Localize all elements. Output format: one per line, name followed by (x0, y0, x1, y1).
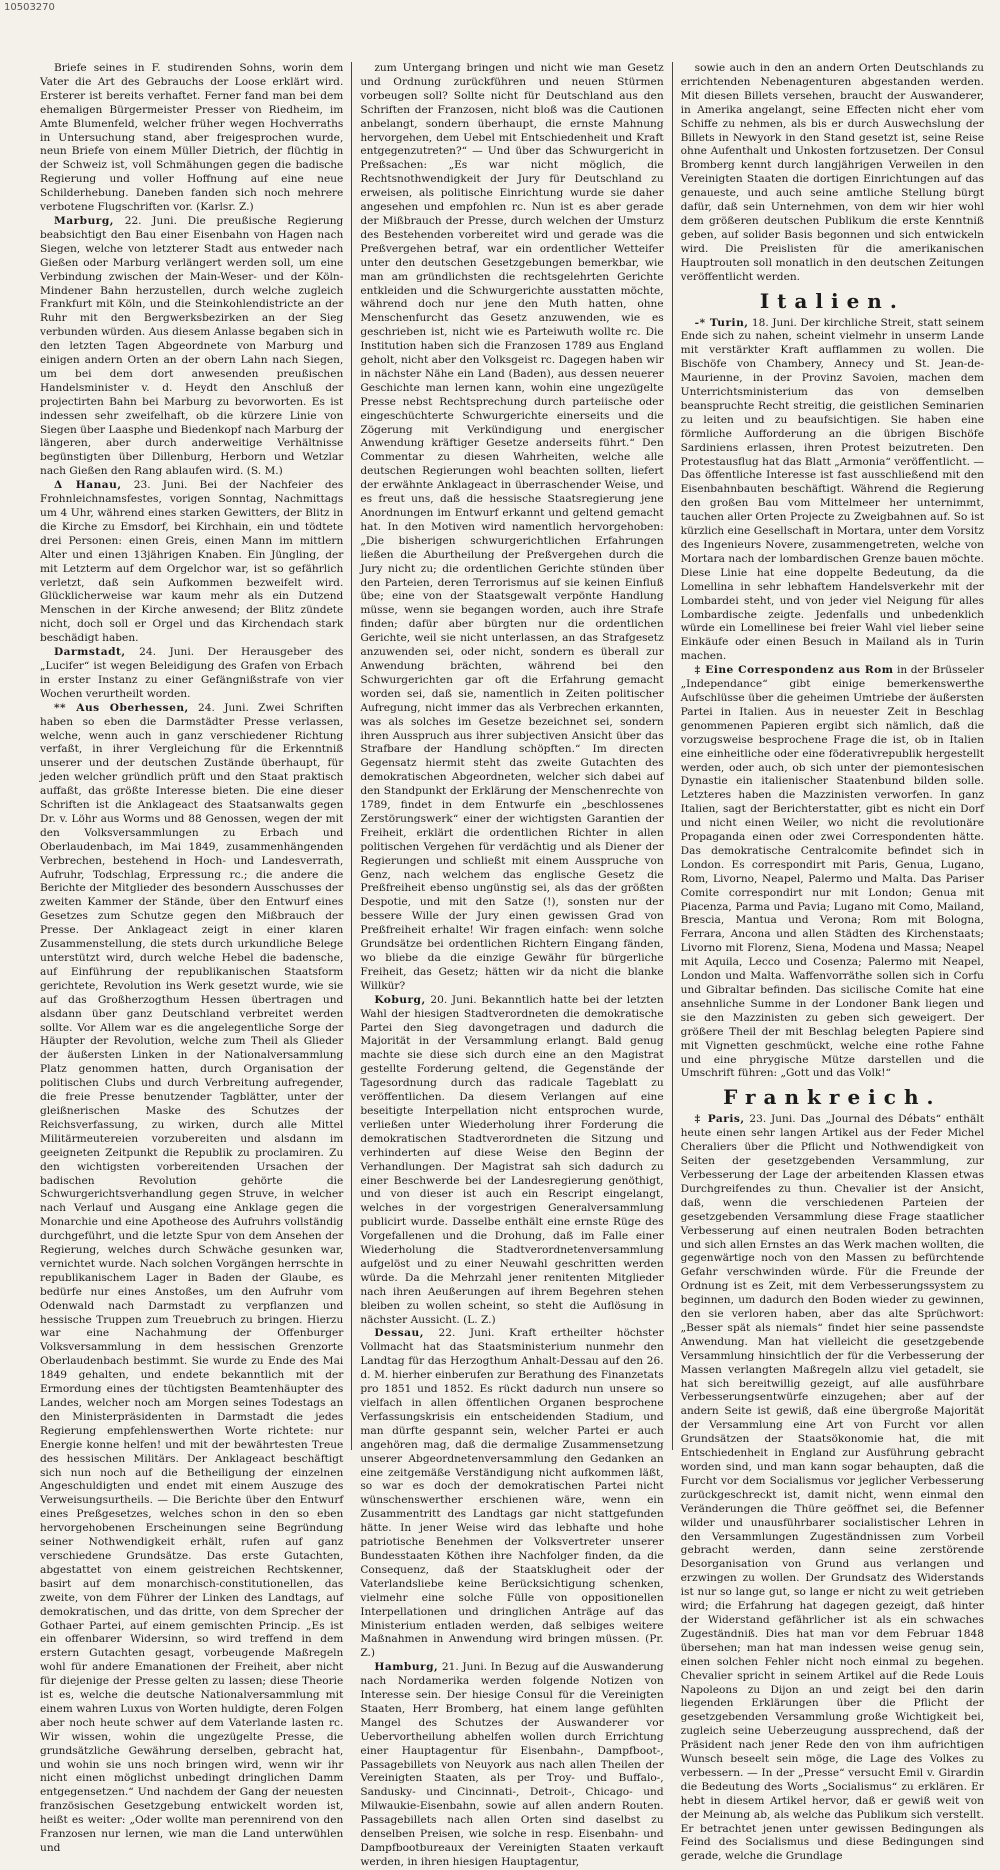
article-paragraph (360, 62, 663, 994)
dateline-place: Darmstadt, (54, 646, 126, 659)
dateline-place: ** Aus Oberhessen, (54, 701, 189, 714)
column-1 (32, 62, 351, 1854)
article-paragraph (40, 646, 343, 702)
article-text: 24. Juni. Der Herausgeber des „Lucifer“ ist wegen Beleidigung des Grafen von Erbach in erster Instanz zu einer Gefängnißstrafe von vier Wochen verurtheilt worden. (40, 646, 344, 700)
article-paragraph (40, 702, 343, 1856)
article-paragraph (40, 215, 343, 479)
dateline-place: Hamburg, (374, 1661, 439, 1674)
column-2 (351, 62, 671, 1868)
section-heading: Italien. (759, 288, 905, 313)
article-paragraph (681, 664, 984, 1081)
article-paragraph (360, 1661, 663, 1870)
article-paragraph (40, 62, 343, 215)
dateline-place: ‡ Eine Correspondenz aus Rom (694, 664, 894, 677)
dateline-place: Koburg, (374, 993, 426, 1006)
dateline-place: ‡ Paris, (694, 1113, 745, 1126)
article-text: 20. Juni. Bekanntlich hatte bei der letzten Wahl der hiesigen Stadtverordneten die demokratische Partei den Sieg davongetragen und dadurch die Majorität in der Versammlung erlangt. Bald genug machte sie diese sich durch eine an den Magistrat gestellte Forderung geltend, die Gegenstände der Tagesordnung durch das radicale Tageblatt zu veröffentlichen. Da diesem Verlangen auf eine beseitigte Interpellation nicht entsprochen wurde, verließen unter Wiederholung ihrer Forderung die demokratischen Stadtverordneten die Sitzung und verhinderten auf diese Weise den Beginn der Verhandlungen. Der Magistrat sah sich dadurch zu einer Beschwerde bei der Landesregierung genöthigt, und von dieser ist auch ein Rescript eingelangt, welches in der vorgestrigen Generalversammlung publicirt wurde. Dasselbe enthält eine ernste Rüge des Vorgefallenen und die Drohung, daß im Falle einer Wiederholung die Stadtverordnetenversammlung aufgelöst und zu einer Neuwahl geschritten werden würde. Da die Mehrzahl jener renitenten Mitglieder nach ihren Aeußerungen auf ihrem Begehren stehen bleiben zu wollen scheint, so steht die Auflösung in nächster Aussicht. (L. Z.) (360, 993, 664, 1326)
article-paragraph (681, 317, 984, 665)
article-text: 23. Juni. Das „Journal des Débats“ enthält heute einen sehr langen Artikel aus der Feder Michel Cheraliers über die Pflicht und Nothwendigkeit von Seiten der gesetzgebenden Versammlung, zur Verbesserung der Lage der arbeitenden Klassen etwas Durchgreifendes zu thun. Chevalier ist der Ansicht, daß, wenn die verschiedenen Parteien der gesetzgebenden Versammlung diese Frage staatlicher Verbesserung auf einen neutralen Boden betrachten und sich allen Ernstes an das Werk machen wollten, die gegenwärtige noch von den Massen zu befürchtende Gefahr verschwinden würde. Für die Freunde der Ordnung ist es Zeit, mit dem Verbesserungssystem zu beginnen, um dadurch den Boden wieder zu gewinnen, den sie verloren haben, aber das alte Sprüchwort: „Besser spät als niemals“ findet hier seine passendste Anwendung. Man hat vielleicht die gesetzgebende Versammlung hinsichtlich der für die Verbesserung der Massen verlangten Maßregeln allzu viel getadelt, sie hat sich bereitwillig gezeigt, auf alle ausführbare Verbesserungsentwürfe einzugehen; aber auf der andern Seite ist gewiß, daß eine übergroße Majorität der Versammlung eine Art von Furcht vor allen Grundsätzen der Staatsökonomie hat, die mit Entschiedenheit in England zur Ausführung gebracht worden sind, und man kann sogar behaupten, daß die Furcht vor dem Socialismus vor jeglicher Verbesserung zurückgeschreckt ist, damit nicht, wenn einmal den Veränderungen die Thüre geöffnet sei, die Befenner wilder und unausführbarer socialistischer Lehren in den Versammlungen Zugeständnissen zum Vorbeil gebracht werden, dann seine zerstörende Desorganisation von Grund aus verlangen und erzwingen zu wollen. Der Grundsatz des Widerstands ist nur so lange gut, so lange er nicht zu weit getrieben wird; die Erfahrung hat dagegen gezeigt, daß hinter der Widerstand gefährlicher ist als ein schwaches Zugeständniß. Dies hat man vor dem Februar 1848 übersehen; man hat man indessen weise genug sein, einen solchen Fehler nicht noch einmal zu begehen. Chevalier spricht in seinem Artikel auf die Rede Louis Napoleons zu Dijon an und zeigt bei den darin liegenden Erklärungen über die Pflicht der gesetzgebenden Versammlung große Wichtigkeit bei, zugleich seine Ueberzeugung aussprechend, daß der Präsident nach jener Rede den von ihm aufrichtigen Wunsch beseelt sein möge, die Lage des Volkes zu verbessern. — In der „Presse“ versucht Emil v. Girardin die Bedeutung des Worts „Socialismus“ zu erklären. Er hebt in diesem Artikel hervor, daß er gewiß weit von der Meinung ab, als welche das Publikum sich verstellt. Er betrachtet jenen unter gewissen Bedingungen als Feind des Socialismus und diese Bedingungen sind gerade, welche die Grundlage (680, 1113, 984, 1863)
dateline-place: -* Turin, (694, 316, 749, 329)
article-text: Briefe seines in F. studirenden Sohns, worin dem Vater die Art des Gebrauchs der Loose erklärt wird. Ersterer ist bereits verhaftet. Ferner fand man bei dem ehemaligen Bürgermeister Presser von Riedheim, im Amte Blumenfeld, welcher früher wegen Hochverraths in Untersuchung stand, aber freigesprochen wurde, neun Briefe von einem Müller Dietrich, der flüchtig in der Schweiz ist, voll Schmähungen gegen die badische Regierung und voller Hoffnung auf eine neue Schilderhebung. Daneben fanden sich noch mehrere verbotene Flugschriften vor. (Karlsr. Z.) (40, 62, 344, 214)
columns (32, 62, 992, 1868)
dateline-place: Dessau, (374, 1327, 424, 1340)
section-heading: Frankreich. (723, 1085, 942, 1110)
article-text: in der Brüsseler „Independance“ gibt einige bemerkenswerthe Aufschlüsse über die geheimen Umtriebe der äußersten Partei in Italien. Aus in neuester Zeit in Beschlag genommenen Papieren ergibt sich nämlich, daß die vorzugsweise besprochene Frage die ist, ob in Italien eine einheitliche oder eine föderativrepublik hergestellt werden, oder auch, ob sich unter der piemontesischen Dynastie ein italienischer Staatenbund bilden solle. Letzteres haben die Mazzinisten verworfen. In ganz Italien, sagt der Berichterstatter, gibt es nicht ein Dorf und nicht einen Weiler, wo nicht die revolutionäre Propaganda einen oder zwei Correspondenten hätte. Das demokratische Centralcomite befindet sich in London. Es correspondirt mit Paris, Genua, Lugano, Rom, Livorno, Neapel, Palermo und Malta. Das Pariser Comite correspondirt nur mit London; Genua mit Piacenza, Parma und Pavia; Lugano mit Como, Mailand, Brescia, Mantua und Verona; Rom mit Bologna, Ferrara, Ancona und allen Städten des Kirchenstaats; Livorno mit Florenz, Siena, Modena und Massa; Neapel mit Aquila, Lecco und Cosenza; Palermo mit Neapel, London und Malta. Waffenvorräthe sollen sich in Corfu und Gibraltar befinden. Das sicilische Comite hat eine ansehnliche Summe in der Londoner Bank liegen und sie den Mazzinisten zu geben sich geweigert. Der größere Theil der mit Beschlag belegten Papiere sind mit Vignetten geschmückt, welche eine rothe Fahne und eine phrygische Mütze darstellen und die Umschrift führen: „Gott und das Volk!“ (680, 664, 984, 1080)
dateline-place: Marburg, (54, 214, 114, 227)
article-paragraph (681, 1113, 984, 1864)
article-paragraph (681, 62, 984, 285)
article-text: 18. Juni. Der kirchliche Streit, statt seinem Ende sich zu nahen, scheint vielmehr in unserm Lande mit verstärkter Kraft aufflammen zu wollen. Die Bischöfe von Chambery, Annecy und St. Jean-de-Maurienne, in der Provinz Savoien, machen dem Unterrichtsministerium das von demselben beanspruchte Recht streitig, die geistlichen Seminarien zu leiten und zu beaufsichtigen. Sie haben eine förmliche Aufforderung an die übrigen Bischöfe Sardiniens erlassen, ihren Protest beizutreten. Den Protestausflug hat das Blatt „Armonia“ veröffentlicht. — Das öffentliche Interesse ist fast ausschließend mit den Eisenbahnbauten beschäftigt. Während die Regierung den großen Bau vom Mittelmeer her unternimmt, tauchen aller Orten Projecte zu Zweigbahnen auf. So ist kürzlich eine Gesellschaft in Mortara, unter dem Vorsitz des Ingenieurs Novere, zusammengetreten, welche von Mortara nach der lombardischen Grenze bauen möchte. Diese Linie hat eine doppelte Bedeutung, da die Lomellina in sehr lebhaftem Handelsverkehr mit der Lombardei steht, und von jeder viel Neigung für alles Lombardische zeigte. Jedenfalls und unbedenklich würde ein Lomellinese bei freier Wahl viel lieber seine Einkäufe oder einen Besuch in Mailand als in Turin machen. (680, 316, 984, 663)
article-paragraph (40, 479, 343, 646)
article-text: 22. Juni. Die preußische Regierung beabsichtigt den Bau einer Eisenbahn von Hagen nach Siegen, welche von letzterer Stadt aus entweder nach Gießen oder Marburg verlängert werden soll, um eine Verbindung zwischen der Main-Weser- und der Köln-Mindener Bahn herzustellen, durch welche zugleich Frankfurt mit Köln, und die Steinkohlendistricte an der Ruhr mit den Bergwerksbezirken an der Sieg verbunden würden. Aus diesem Anlasse begaben sich in den letzten Tagen Abgeordnete von Marburg und einigen andern Orten an der obern Lahn nach Siegen, um bei dem dort anwesenden preußischen Handelsminister v. d. Heydt den Anschluß der projectirten Bahn bei Marburg zu bevorworten. Es ist indessen sehr zweifelhaft, ob die kürzere Linie von Siegen über Laasphe und Biedenkopf nach Marburg der längeren, aber durch anderweitige Verhältnisse begünstigten über Dillenburg, Herborn und Wetzlar nach Gießen den Rang ablaufen wird. (S. M.) (40, 214, 344, 478)
article-paragraph (360, 994, 663, 1328)
column-3 (672, 62, 992, 1863)
dateline-place: Δ Hanau, (54, 479, 122, 492)
article-text: sowie auch in den an andern Orten Deutschlands zu errichtenden Nebenagenturen abgestanden werden. Mit diesen Billets versehen, braucht der Auswanderer, in Amerika angelangt, seine Effecten nicht eher vom Schiffe zu nehmen, als bis er durch Auswechslung der Billets in Newyork in den Stand gesetzt ist, seine Reise ohne Aufenthalt und Unkosten fortzusetzen. Der Consul Bromberg kennt durch langjährigen Verweilen in den Vereinigten Staaten die dortigen Einrichtungen auf das genaueste, und auch seine amtliche Stellung bürgt dafür, daß sein Unternehmen, von dem wir hier wohl dem größeren deutschen Publikum die erste Kenntniß geben, auf solider Basis begonnen und sich entwickeln wird. Die Preislisten für die amerikanischen Hauptrouten soll monatlich in den deutschen Zeitungen veröffentlicht werden. (680, 62, 984, 283)
article-text: zum Untergang bringen und nicht wie man Gesetz und Ordnung zurückführen und neuen Stürmen vorbeugen soll? Sollte nicht für Deutschland aus den Schriften der Franzosen, nicht bloß was die Cautionen anbelangt, sondern überhaupt, die ernste Mahnung hervorgehen, dem Uebel mit Entschiedenheit und Kraft entgegenzutreten?“ — Und über das Schwurgericht in Preßsachen: „Es war nicht möglich, die Rechtsnothwendigkeit der Jury für Deutschland zu erweisen, als politische Einrichtung wurde sie daher angesehen und empfohlen rc. Nun ist es aber gerade der Mißbrauch der Presse, durch welchen der Umsturz des Bestehenden vorbereitet wird und gerade was die Preßvergehen betraf, war ein ordentlicher Wetteifer unter den deutschen Gesetzgebungen bemerkbar, wie man am gründlichsten die rechtsgelehrten Gerichte entkleiden und die Schwurgerichte ausstatten möchte, während doch nur jene den Muth hatten, ohne Menschenfurcht das Gesetz anzuwenden, wie es geschrieben ist, nicht wie es Parteiwuth wollte rc. Die Institution haben sich die Franzosen 1789 aus England geholt, nicht aber den Volksgeist rc. Dagegen haben wir in nächster Nähe ein Land (Baden), aus dessen neuerer Geschichte man lernen kann, wohin eine ungezügelte Presse nebst Rechtsprechung durch parteiische oder eingeschüchterte Schwurgerichte einerseits und die Zögerung mit Verkündigung und energischer Anwendung kräftiger Gesetze anderseits führt.“ Den Commentar zu diesen Wahrheiten, welche alle deutschen Regierungen wohl beachten sollten, liefert der erwähnte Anklageact in überraschender Weise, und es freut uns, daß die hessische Staatsregierung jene Anordnungen im Entwurf erkannt und geltend gemacht hat. In den Motiven wird namentlich hervorgehoben: „Die bisherigen schwurgerichtlichen Erfahrungen ließen die Aburtheilung der Preßvergehen durch die Jury nicht zu; die ordentlichen Gerichte stünden über den Parteien, deren Terrorismus auf sie keinen Einfluß übe; eine von der Staatsgewalt verpönte Handlung müsse, wenn sie begangen worden, auch ihre Strafe finden; dafür aber bürgten nur die ordentlichen Gerichte, weil sie nicht unterlassen, an das Strafgesetz anzuwenden sei, oder nicht, sondern es überall zur Anwendung brächten, während bei den Schwurgerichten gar oft die Erfahrung gemacht worden sei, daß sie, namentlich in Zeiten politischer Aufregung, nicht immer das als Verbrechen erkannten, was als solches im Gesetze bezeichnet sei, sondern ihren Ausspruch aus ihrer subjectiven Ansicht über das Strafbare der Handlung schöpften.“ Im directen Gegensatz hiermit steht das zweite Gutachten des demokratischen Abgeordneten, welcher sich dabei auf den Standpunkt der Erklärung der Menschenrechte von 1789, findet in dem Entwurfe ein „beschlossenes Zerstörungswerk“ einer der wichtigsten Garantien der Freiheit, erklärt die ordentlichen Richter in allen politischen Vergehen für verdächtig und als Diener der Regierungen und schließt mit einem Ausspruche von Genz, nach welchem das englische Gesetz die Preßfreiheit ebenso ungünstig sei, als das der größten Despotie, und mit den Satze (!), sonsten nur der bessere Wille der Jury einen gewissen Grad von Preßfreiheit erhalte! Wir fragen einfach: wenn solche Grundsätze bei ordentlichen Richtern Eingang fänden, wo bliebe da die einzige Gewähr für bürgerliche Freiheit, das Gesetz; hätten wir da nicht die blanke Willkür? (360, 62, 664, 992)
article-text: 24. Juni. Zwei Schriften haben so eben die Darmstädter Presse verlassen, welche, wenn auch in ganz verschiedener Richtung verfaßt, in ihrer Vergleichung für die Erkenntniß unserer und der deutschen Zustände überhaupt, für jeden welcher gründlich prüft und den Staat praktisch auffaßt, das größte Interesse bieten. Die eine dieser Schriften ist die Anklageact des Staatsanwalts gegen Dr. v. Löhr aus Worms und 88 Genossen, wegen der mit den Volksversammlungen zu Erbach und Oberlaudenbach, im Mai 1849, zusammenhängenden Verbrechen, bestehend in Hoch- und Landesverrath, Aufruhr, Todschlag, Erpressung rc.; die andere die Berichte der Mitglieder des besondern Ausschusses der zweiten Kammer der Stände, über den Entwurf eines Gesetzes zum Schutze gegen den Mißbrauch der Presse. Der Anklageact zeigt in einer klaren Zusammenstellung, die stets durch urkundliche Belege unterstützt wird, durch welche Hebel die badensche, auf Einführung der republikanischen Staatsform gerichtete, Revolution ins Werk gesetzt wurde, wie sie auf das Großherzogthum Hessen übertragen und alsdann über ganz Deutschland verbreitet werden sollte. Vor Allem war es die angelegentliche Sorge der Häupter der Revolution, welche zum Theil als Glieder der äußersten Linken in der Nationalversammlung Platz genommen hatten, durch Organisation der politischen Clubs und durch Verbreitung aufregender, die freie Presse benutzender Tagblätter, unter der gleißnerischen Maske des Schutzes der Reichsverfassung, zu wirken, durch alle Mittel Militärmeutereien vorzubereiten und alsdann im geeigneten Zeitpunkt die Republik zu proclamiren. Zu den wichtigsten vorbereitenden Ursachen der badischen Revolution gehörte die Schwurgerichtsverhandlung gegen Struve, in welcher nach Verlauf und Ausgang eine Anklage gegen die Monarchie und eine Apotheose des Aufruhrs vollständig durchgeführt, und die letzte Spur von dem Ansehen der Regierung, welches durch Schwäche gesunken war, vernichtet wurde. Nach solchen Vorgängen herrschte in republikanischem Lager in Baden der Glaube, es bedürfe nur eines Anstoßes, um den Aufruhr vom Odenwald nach Darmstadt zu verpflanzen und hessische Truppen zum Treuebruch zu bringen. Hierzu war eine Nachahmung der Offenburger Volksversammlung in dem hessischen Grenzorte Oberlaudenbach bestimmt. Sie wurde zu Ende des Mai 1849 gehalten, und endete bekanntlich mit der Ermordung eines der tüchtigsten Beamtenhäupter des Landes, welcher noch am Morgen seines Todestags an den Ministerpräsidenten in Darmstadt die jedes Regierung empfehlenswerthen Worte richtete: nur Energie konne helfen! und mit der bewährtesten Treue des hessischen Militärs. Der Anklageact beschäftigt sich nun noch auf die Betheiligung der einzelnen Angeschuldigten und endet mit einem Auszuge des Verweisungsurtheils. — Die Berichte über den Entwurf eines Preßgesetzes, welches schon in den so eben hervorgehobenen Erscheinungen seine Begründung seiner Nothwendigkeit erhält, rufen auf ganz verschiedene Grundsätze. Das erste Gutachten, abgestattet von einem geistreichen Rechtskenner, basirt auf dem monarchisch-constitutionellen, das zweite, von dem Führer der Linken des Landtags, auf demokratischen, und das dritte, von dem Sprecher der Gothaer Partei, auf einem gemischten Princip. „Es ist ein offenbarer Widersinn, so wird treffend in dem erstern Gutachten gesagt, vorbeugende Maßregeln wohl für andere Emanationen der Freiheit, aber nicht für diejenige der Presse gelten zu lassen; diese Theorie ist es, welche die deutsche Nationalversammlung mit einem wahren Luxus von Worten huldigte, deren Folgen aber noch heute schwer auf dem Vaterlande lasten rc. Wir wissen, wohin die ungezügelte Presse, die grundsätzliche Gewährung derselben, gebracht hat, und wohin sie uns noch bringen wird, wenn wir ihr nicht einen möglichst unbedingt dringlichen Damm entgegensetzen.“ Und nachdem der Gang der neuesten französischen Gesetzgebung entwickelt worden ist, heißt es weiter: „Oder wollte man perennirend von den Franzosen nur lernen, wie man die Land unterwühlen und (40, 701, 344, 1854)
article-text: 21. Juni. In Bezug auf die Auswanderung nach Nordamerika werden folgende Notizen von Interesse sein. Der hiesige Consul für die Vereinigten Staaten, Herr Bromberg, hat einem lange gefühlten Mangel des Schutzes der Auswanderer vor Uebervortheilung abhelfen wollen durch Errichtung einer Hauptagentur für Eisenbahn-, Dampfboot-, Passagebillets von Neuyork aus nach allen Theilen der Vereinigten Staaten, als per Troy- und Buffalo-, Sandusky- und Cincinnati-, Detroit-, Chicago- und Milwaukie-Eisenbahn, sowie auf allen andern Routen. Passagebillets nach allen Orten sind daselbst zu denselben Preisen, wie solche in resp. Eisenbahn- und Dampfbootbureaux der Vereinigten Staaten verkauft werden, in ihren hiesigen Hauptagentur, (360, 1661, 664, 1868)
page-id: 10503270 (4, 2, 55, 13)
article-text: 22. Juni. Kraft ertheilter höchster Vollmacht hat das Staatsministerium nunmehr den Landtag für das Herzogthum Anhalt-Dessau auf den 26. d. M. hierher einberufen zur Berathung des Finanzetats pro 1851 und 1852. Es rückt dadurch nun unsere so vielfach in allen öffentlichen Organen besprochene Verfassungskrisis ein entscheidenden Stadium, und man dürfte gespannt sein, welcher Partei er auch angehören mag, daß die dermalige Zusammensetzung unserer Abgeordnetenversammlung den Gedanken an eine zeitgemäße Verständigung nicht aufkommen läßt, so war es doch der demokratischen Partei nicht wünschenswerther erschienen wäre, wenn ein Zusammentritt des Landtags gar nicht stattgefunden hätte. In jener Weise wird das lebhafte und hohe patriotische Benehmen der Volksvertreter unserer Bundesstaaten Köthen ihre Nachfolger finden, da die Consequenz, daß der Staatsklugheit oder der Vaterlandsliebe keine Berücksichtigung schenken, vielmehr eine solche Fülle von oppositionellen Interpellationen und dringlichen Anträge auf das Ministerium entladen werden, daß selbiges weitere Maßnahmen in Anwendung wird bringen müssen. (Pr. Z.) (360, 1327, 664, 1660)
article-text: 23. Juni. Bei der Nachfeier des Frohnleichnamsfestes, vorigen Sonntag, Nachmittags um 4 Uhr, während eines starken Gewitters, der Blitz in die Kirche zu Emsdorf, bei Kirchhain, ein und tödtete drei Personen: einen Greis, einen Mann im mittlern Alter und einen 13jährigen Knaben. Ein Jüngling, der mit Letzterm auf dem Orgelchor war, ist so gefährlich verletzt, daß sein Aufkommen bezweifelt wird. Glücklicherweise war kaum mehr als ein Dutzend Menschen in der Kirche anwesend; der Blitz zündete nicht, doch soll er Orgel und das Kirchendach stark beschädigt haben. (40, 479, 344, 645)
article-paragraph (360, 1327, 663, 1661)
